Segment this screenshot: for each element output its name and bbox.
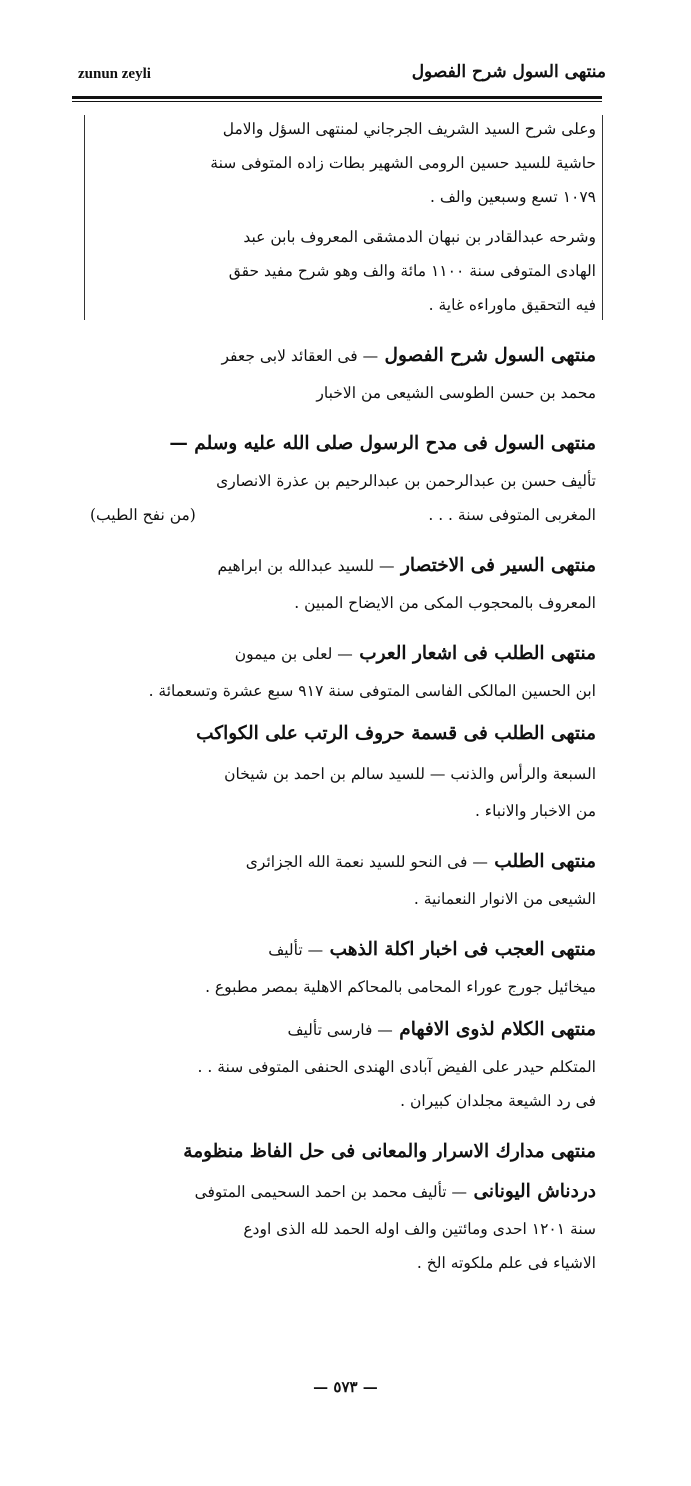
entry-subtitle: — تأليف	[268, 941, 324, 959]
text-line: الهادى المتوفى سنة ١١٠٠ مائة والف وهو شرح مفيد حقق	[228, 262, 596, 280]
text-line: السبعة والرأس والذنب — للسيد سالم بن احمد بن شيخان	[224, 765, 596, 783]
text-line: سنة ١٢٠١ احدى ومائتين والف اوله الحمد لله الذى اودع	[243, 1220, 596, 1238]
text-line: حاشية للسيد حسين الرومى الشهير بطات زاده المتوفى سنة	[210, 154, 596, 172]
text-line: من الاخبار والانباء .	[474, 802, 596, 820]
entry-heading	[90, 1010, 596, 1050]
text-line-split	[90, 498, 596, 532]
text-line: المتكلم حيدر على الفيض آبادى الهندى الحنفى المتوفى سنة . .	[197, 1058, 596, 1076]
entry	[90, 546, 596, 620]
text-line-right: المغربى المتوفى سنة . . .	[428, 506, 596, 524]
text-line: ١٠٧٩ تسع وسبعين والف .	[429, 188, 596, 206]
entry-title: منتهى الطلب فى اشعار العرب	[359, 643, 596, 664]
text-line: فيه التحقيق ماوراءه غاية .	[428, 296, 596, 314]
text-line: وشرحه عبدالقادر بن نبهان الدمشقى المعروف بابن عبد	[243, 228, 596, 246]
page-header	[70, 62, 610, 92]
entry-title: منتهى مدارك الاسرار والمعانى فى حل الفاظ منظومة	[183, 1141, 596, 1162]
text-line: الشيعى من الانوار النعمانية .	[413, 890, 596, 908]
header-left-text: zunun zeyli	[78, 66, 151, 82]
header-rule-thin	[72, 101, 602, 102]
entry	[90, 424, 596, 532]
entry-heading	[90, 930, 596, 970]
entry	[90, 336, 596, 410]
entry-heading	[90, 634, 596, 674]
entry-heading	[90, 336, 596, 376]
entry-subtitle: — فى العقائد لابى جعفر	[221, 347, 379, 365]
entry-title: منتهى السول شرح الفصول	[384, 345, 596, 366]
entry-title: منتهى العجب فى اخبار اكلة الذهب	[329, 939, 596, 960]
header-rule-thick	[72, 96, 602, 99]
page-body	[90, 112, 596, 1280]
text-line: ميخائيل جورج عوراء المحامى بالمحاكم الاهلية بمصر مطبوع .	[205, 978, 596, 996]
entry-heading	[90, 714, 596, 754]
entry-continuation	[90, 112, 596, 214]
text-line: فى رد الشيعة مجلدان كبيران .	[400, 1092, 596, 1110]
entry-heading	[90, 546, 596, 586]
entry-heading-continued	[90, 1172, 596, 1212]
entry-title: منتهى السول فى مدح الرسول صلى الله عليه وسلم —	[169, 433, 596, 454]
entry-heading	[90, 842, 596, 882]
entry	[90, 1132, 596, 1280]
entry-title: منتهى الطلب فى قسمة حروف الرتب على الكواكب	[196, 723, 596, 744]
text-line: وعلى شرح السيد الشريف الجرجاني لمنتهى السؤل والامل	[222, 120, 596, 138]
entry-subtitle: — فارسى تأليف	[287, 1021, 393, 1039]
text-line: تأليف حسن بن عبدالرحمن بن عبدالرحيم بن عذرة الانصارى	[216, 472, 596, 490]
entry	[90, 842, 596, 916]
entry-subtitle: — فى النحو للسيد نعمة الله الجزائرى	[245, 853, 488, 871]
page-number: — ٥٧٣ —	[313, 1378, 378, 1396]
margin-line-right	[602, 115, 603, 320]
text-line: محمد بن حسن الطوسى الشيعى من الاخبار	[316, 384, 596, 402]
entry-title: منتهى السير فى الاختصار	[401, 555, 596, 576]
entry-subtitle: — للسيد عبدالله بن ابراهيم	[217, 557, 395, 575]
entry-continuation	[90, 220, 596, 322]
header-running-title: منتهى السول شرح الفصول	[411, 62, 606, 82]
entry	[90, 930, 596, 1004]
text-line: ابن الحسين المالكى الفاسى المتوفى سنة ٩١٧ سبع عشرة وتسعمائة .	[148, 682, 596, 700]
entry	[90, 1010, 596, 1118]
entry	[90, 714, 596, 828]
text-line: الاشياء فى علم ملكوته الخ .	[416, 1254, 596, 1272]
entry-heading	[90, 424, 596, 464]
entry-title: منتهى الطلب	[494, 851, 596, 872]
margin-line-left	[84, 115, 85, 320]
entry-title: منتهى الكلام لذوى الافهام	[399, 1019, 596, 1040]
entry-subtitle: — تأليف محمد بن احمد السحيمى المتوفى	[194, 1183, 468, 1201]
source-citation: (من نفح الطيب)	[90, 506, 196, 524]
text-line: المعروف بالمحجوب المكى من الايضاح المبين .	[294, 594, 596, 612]
entry-title-continued: دردناش اليونانى	[473, 1181, 596, 1202]
entry-subtitle: — لعلى بن ميمون	[234, 645, 353, 663]
entry-heading	[90, 1132, 596, 1172]
entry	[90, 634, 596, 708]
